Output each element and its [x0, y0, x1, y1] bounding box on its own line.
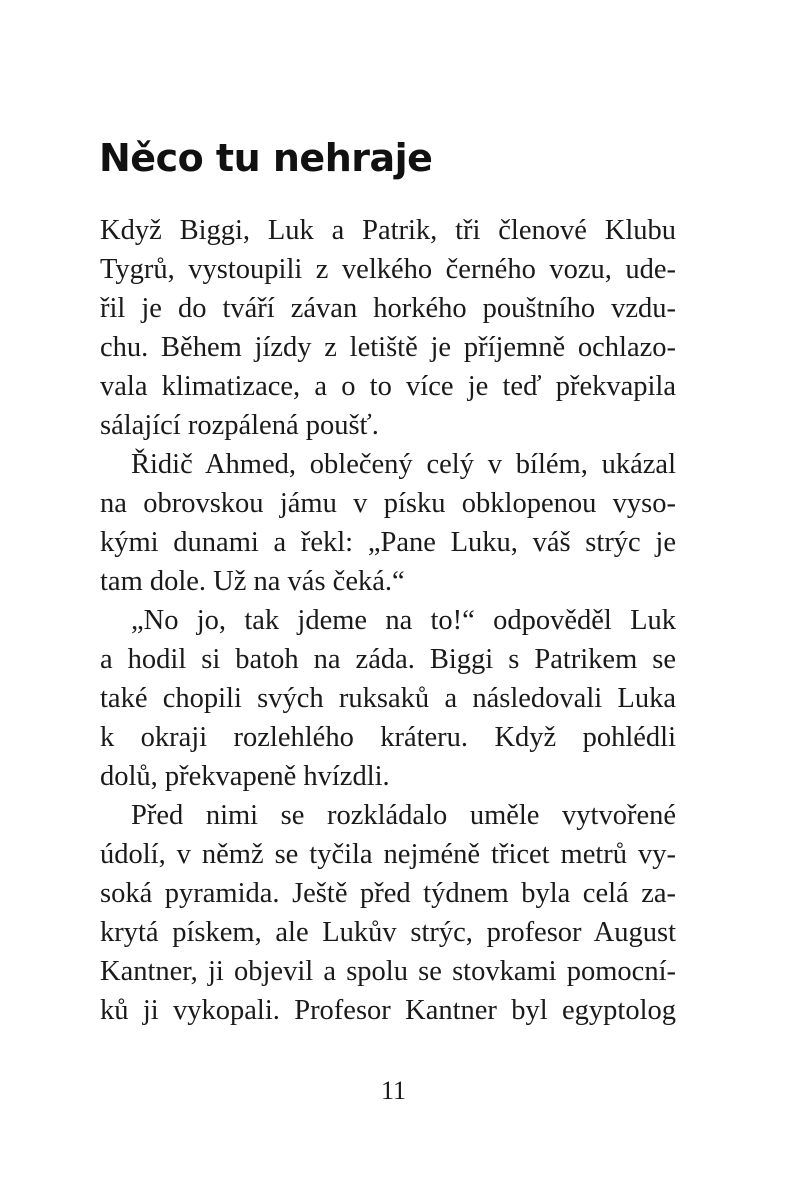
- text-line: vala klimatizace, a o to více je teď překvapila: [100, 371, 676, 402]
- text-line: také chopili svých ruksaků a následovali Luka: [100, 683, 676, 714]
- text-line: krytá pískem, ale Lukův strýc, profesor August: [100, 917, 676, 948]
- text-line: a hodil si batoh na záda. Biggi s Patrikem se: [100, 644, 676, 675]
- text-line: „No jo, tak jdeme na to!“ odpověděl Luk: [131, 605, 676, 636]
- page-number: 11: [380, 1076, 407, 1105]
- text-line: dolů, překvapeně hvízdli.: [100, 761, 390, 792]
- text-line: Před nimi se rozkládalo uměle vytvořené: [131, 800, 676, 831]
- text-line: chu. Během jízdy z letiště je příjemně ochlazo-: [100, 332, 676, 363]
- text-line: řil je do tváří závan horkého pouštního vzdu-: [100, 293, 676, 324]
- text-line: kými dunami a řekl: „Pane Luku, váš strýc je: [100, 527, 676, 558]
- chapter-title: Něco tu nehraje: [99, 136, 433, 180]
- paragraph-4: [100, 796, 676, 1030]
- text-line: údolí, v němž se tyčila nejméně třicet metrů vy-: [100, 839, 676, 870]
- body-text: [100, 211, 676, 1030]
- text-line: soká pyramida. Ještě před týdnem byla celá za-: [100, 878, 676, 909]
- text-line: Kantner, ji objevil a spolu se stovkami pomocní-: [100, 956, 676, 987]
- text-line: Tygrů, vystoupili z velkého černého vozu, ude-: [100, 254, 676, 285]
- text-line: Když Biggi, Luk a Patrik, tři členové Klubu: [100, 215, 676, 246]
- paragraph-2: [100, 445, 676, 601]
- text-line: ků ji vykopali. Profesor Kantner byl egyptolog: [100, 995, 676, 1026]
- paragraph-1: [100, 211, 676, 445]
- text-line: na obrovskou jámu v písku obklopenou vyso-: [100, 488, 676, 519]
- text-line: k okraji rozlehlého kráteru. Když pohlédli: [100, 722, 676, 753]
- text-line: sálající rozpálená poušť.: [100, 410, 379, 441]
- paragraph-3: [100, 601, 676, 796]
- text-line: tam dole. Už na vás čeká.“: [100, 566, 405, 597]
- text-line: Řidič Ahmed, oblečený celý v bílém, ukázal: [131, 449, 676, 480]
